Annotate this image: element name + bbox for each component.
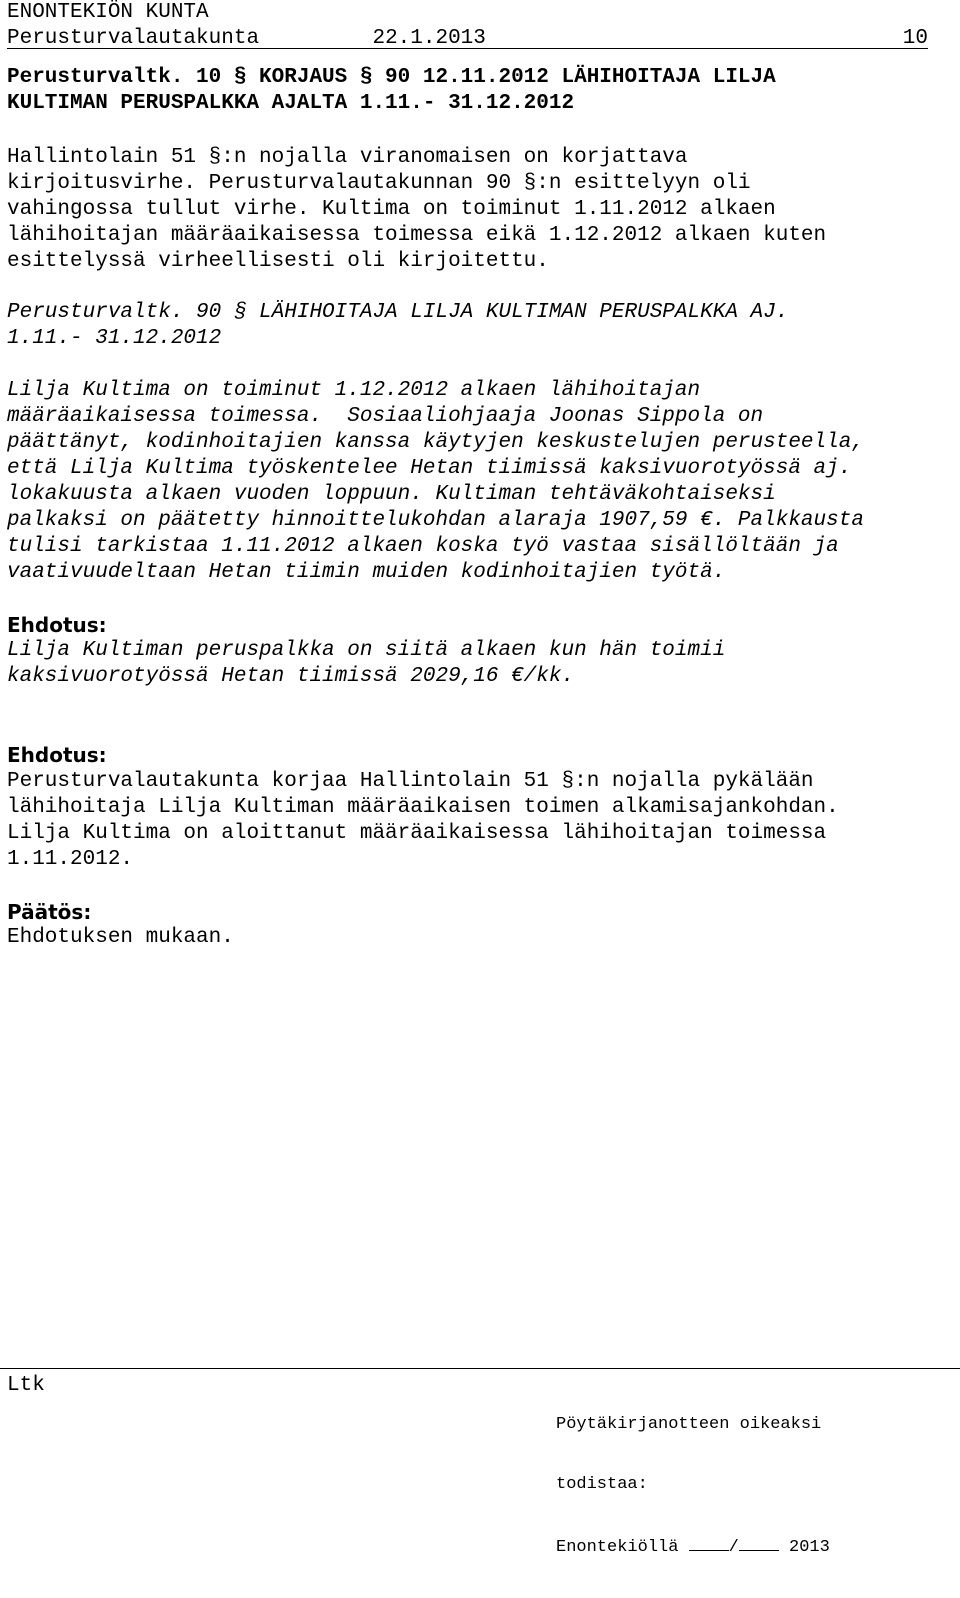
meeting-date: 22.1.2013 [372,27,486,50]
intro-line: vahingossa tullut virhe. Kultima on toiminut 1.11.2012 alkaen [7,198,776,221]
proposal-line: lähihoitaja Lilja Kultiman määräaikaisen toimen alkamisajankohdan. [7,796,839,819]
quoted-body-line: päättänyt, kodinhoitajien kanssa käytyjen keskustelujen perusteella, [7,431,864,454]
quoted-body-line: palkaksi on päätetty hinnoittelukohdan alaraja 1907,59 €. Palkkausta [7,509,864,532]
quoted-body-line: tulisi tarkistaa 1.11.2012 alkaen koska työ vastaa sisällöltään ja [7,535,839,558]
quoted-proposal-line: kaksivuorotyössä Hetan tiimissä 2029,16 €/kk. [7,665,575,688]
footer-abbreviation: Ltk [7,1374,45,1397]
board-label: Perusturvalautakunta [7,27,260,50]
proposal-line: Perusturvalautakunta korjaa Hallintolain 51 §:n nojalla pykälään [7,770,814,793]
quoted-body-line: määräaikaisessa toimessa. Sosiaaliohjaaja Joonas Sippola on [7,405,764,428]
certify-line-2: todistaa: [556,1475,648,1494]
page-number: 10 [902,27,928,50]
month-blank [739,1535,779,1551]
quoted-body-line: Lilja Kultima on toiminut 1.12.2012 alkaen lähihoitajan [7,379,701,402]
intro-line: esittelyssä virheellisesti oli kirjoitettu. [7,250,549,273]
footer-rule [0,1368,960,1369]
quoted-body-line: vaativuudeltaan Hetan tiimin muiden kodinhoitajien työtä. [7,561,726,584]
day-blank [689,1535,729,1551]
section-title-line-1: Perusturvaltk. 10 § KORJAUS § 90 12.11.2012 LÄHIHOITAJA LILJA [7,66,776,89]
quoted-proposal-line: Lilja Kultiman peruspalkka on siitä alkaen kun hän toimii [7,639,726,662]
quoted-title-line: 1.11.- 31.12.2012 [7,327,222,350]
proposal-label: Ehdotus: [7,743,107,767]
section-title-line-2: KULTIMAN PERUSPALKKA AJALTA 1.11.- 31.12.2012 [7,92,575,115]
intro-line: Hallintolain 51 §:n nojalla viranomaisen on korjattava [7,146,688,169]
certify-place: Enontekiöllä [556,1538,679,1557]
quoted-body-line: lokakuusta alkaen vuoden loppuun. Kultiman tehtäväkohtaiseksi [7,483,776,506]
decision-label: Päätös: [7,900,92,924]
quoted-body-line: että Lilja Kultima työskentelee Hetan tiimissä kaksivuorotyössä aj. [7,457,852,480]
quoted-proposal-label: Ehdotus: [7,613,107,637]
certify-date-line [556,1535,830,1558]
intro-line: kirjoitusvirhe. Perusturvalautakunnan 90 §:n esittelyyn oli [7,172,751,195]
certification-block [556,1375,830,1598]
date-slash: / [728,1538,739,1557]
quoted-title-line: Perusturvaltk. 90 § LÄHIHOITAJA LILJA KULTIMAN PERUSPALKKA AJ. [7,301,789,324]
decision-text: Ehdotuksen mukaan. [7,926,234,949]
municipality-name: ENONTEKIÖN KUNTA [7,1,209,24]
proposal-line: 1.11.2012. [7,848,134,871]
header-rule [7,48,928,49]
intro-line: lähihoitajan määräaikaisessa toimessa eikä 1.12.2012 alkaen kuten [7,224,827,247]
proposal-line: Lilja Kultima on aloittanut määräaikaisessa lähihoitajan toimessa [7,822,827,845]
certify-line-1: Pöytäkirjanotteen oikeaksi [556,1415,822,1434]
certify-year: 2013 [789,1538,830,1557]
